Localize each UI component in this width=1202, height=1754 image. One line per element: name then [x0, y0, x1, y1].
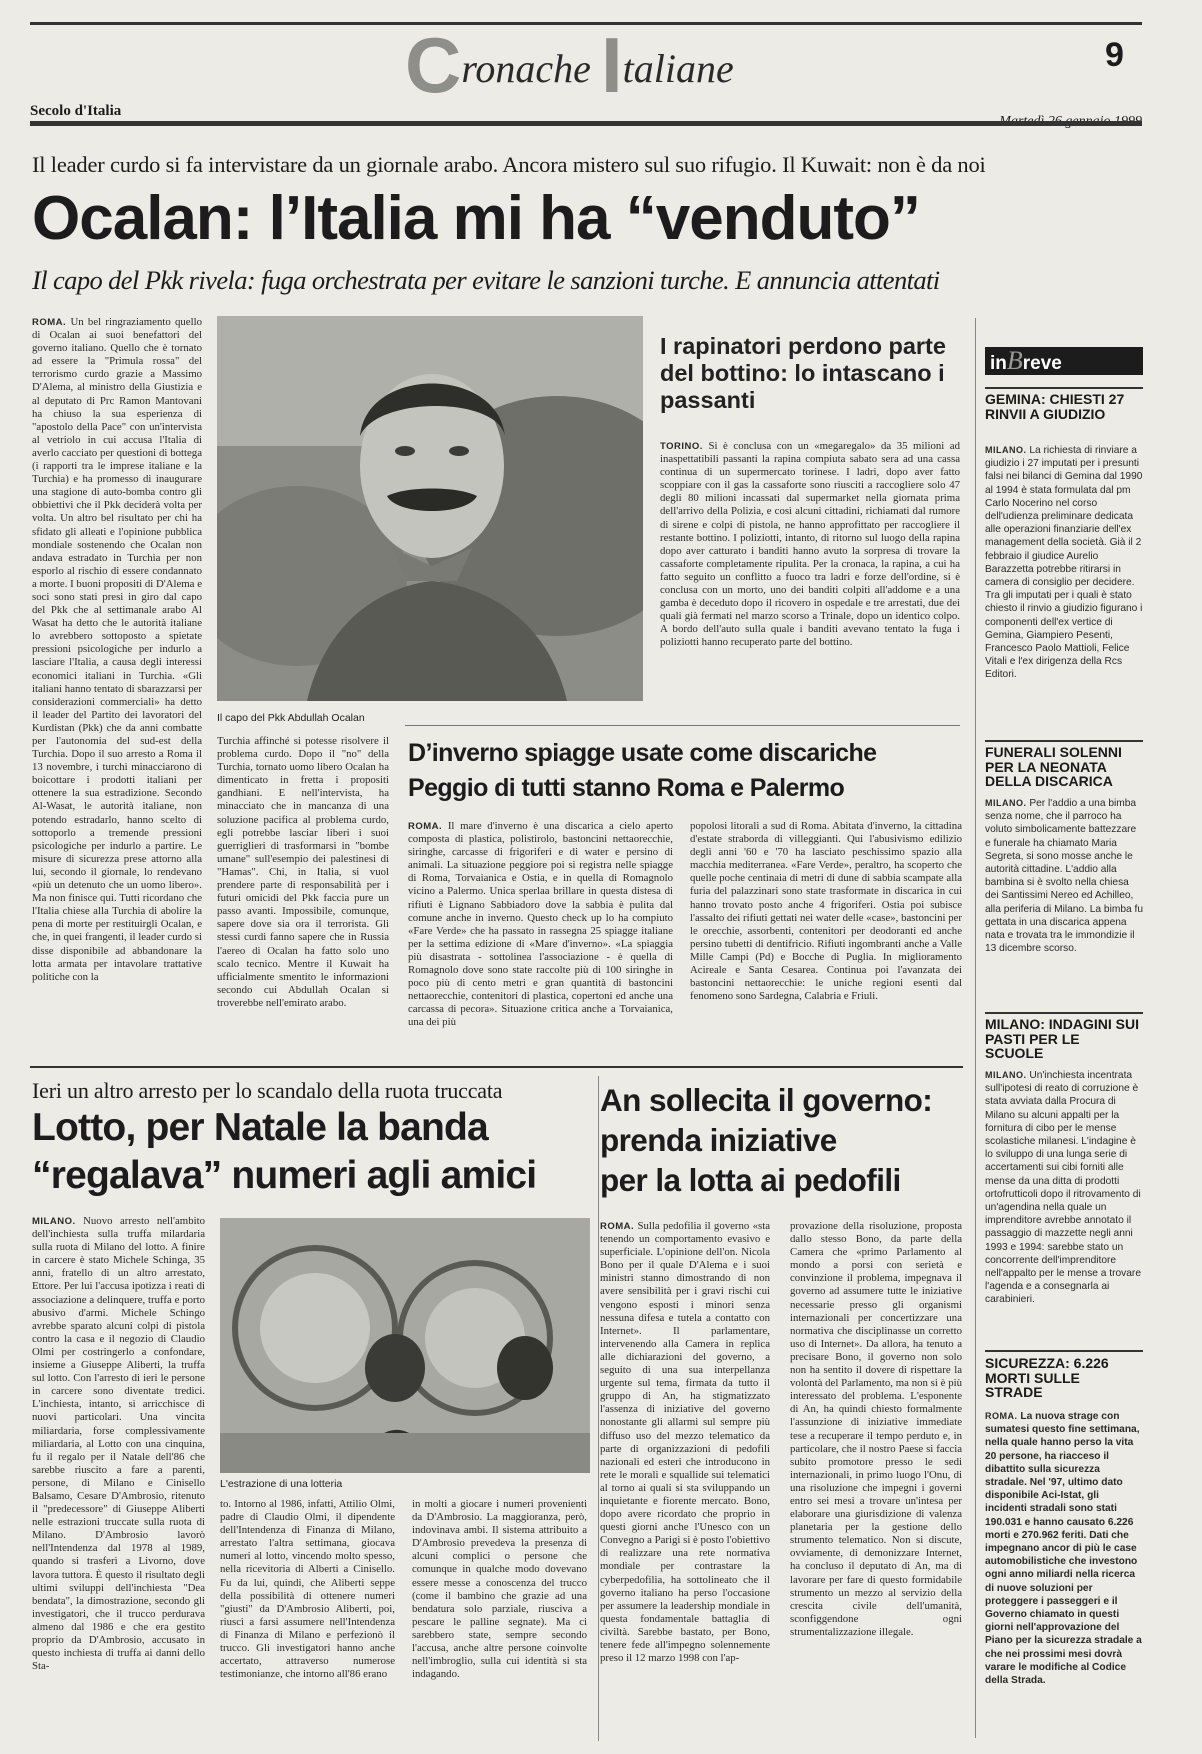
robbery-headline: I rapinatori perdono parte del bottino: lo intascano i passanti — [660, 333, 946, 413]
beach-story-column-1: ROMA. Il mare d'inverno è una discarica a cielo aperto composta di plastica, polistirolo, bastoncini nettaorecchie, siringhe, carcasse di frigoriferi e di water e persino di animali. La situazione peggiore poi si registra nelle spiagge di Roma, Torvaianica e Ostia, e in quella di Romagnolo vicino a Palermo. Unica sperlaa brillare in questa distesa di rifiuti è Lignano Sabbiadoro dove la sabbia è pulita dal comune anche in inverno. Questo check up lo ha compiuto «Fare Verde» che ha passato in rassegna 25 spiagge italiane per la settima edizione di «Mare d'inverno». «La spiaggia più disastrata - sottolinea l'associazione - è quella di Romagnolo dove sono state raccolte più di 100 siringhe in poco più di cento metri e gran quantità di bastoncini nettaorecchie, contenitori di plastica, copertoni ed anche una carcassa di pecora». Situazione critica anche a Torvaianica, una dei più — [408, 820, 673, 1029]
section-title-initial-c: C — [405, 21, 462, 109]
beach-headline-line-2: Peggio di tutti stanno Roma e Palermo — [408, 774, 845, 802]
dateline: MILANO. — [985, 1070, 1027, 1080]
an-headline-line-1: An sollecita il governo: — [600, 1082, 933, 1118]
main-headline: Ocalan: l’Italia mi ha “venduto” — [32, 184, 920, 253]
sidebar-title-prefix: in — [990, 353, 1007, 374]
brief-text: MILANO. La richiesta di rinviare a giudizio i 27 imputati per i presunti falsi nei bilanci di Gemina dal 1990 al 1994 è stata formulata dal pm Carlo Nocerino nel corso dell'udienza preliminare dedicata alle operazioni finanziarie dell'ex management della società. Già il 2 febbraio il giudice Aurelio Barazzetta potrebbe ritirarsi in camera di consiglio per decidere. Tra gli imputati per i quali è stato chiesto il rinvio a giudizio figurano i componenti dell'ex vertice di Gemina, Giampiero Pesenti, Francesco Paolo Mattioli, Felice Vitali e l'ex dirigenza della Rcs Editori. — [985, 445, 1143, 681]
sidebar-title-rest: reve — [1022, 353, 1062, 374]
robbery-story-text: TORINO. Si è conclusa con un «megaregalo» da 35 milioni ad inaspettatibili passanti la rapina compiuta sabato sera ad una cassa continua di un supermercato torinese. I ladri, dopo aver fatto scoppiare con il gas la cassaforte sono riusciti a raccogliere solo 47 degli 80 milioni incassati dal supermarket nella giornata prima dell'arrivo della Polizia, e così alcuni cittadini, richiamati dal rumore di sirene e colpi di pistola, ne hanno approfittato per raccogliere il restante bottino. I poliziotti, intanto, di ritorno sul luogo della rapina dopo aver catturato i banditi hanno avuto la sorpresa di trovare la cassaforte completamente ripulita. Per la cronaca, la rapina, a cui ha fatto seguito un conflitto a fuoco tra ladri e forze dell'ordine, si è conclusa con un morto, uno dei banditi colpiti all'addome e a una gamba è deceduto dopo il ricovero in ospedale e tre arrestati, due dei quali già fermati nel marzo scorso a Trinale, dopo un identico colpo. A bordo dell'auto sulla quale i banditi avevano tentato la fuga i poliziotti hanno recuperato parte del bottino. — [660, 440, 960, 649]
brief-headline: MILANO: INDAGINI SUI PASTI PER LE SCUOLE — [985, 1016, 1139, 1061]
main-kicker: Il leader curdo si fa intervistare da un giornale arabo. Ancora mistero sul suo rifugio. Il Kuwait: non è da noi — [32, 152, 986, 177]
lottery-photo-caption: L'estrazione di una lotteria — [220, 1478, 343, 1490]
beach-headline-line-1: D’inverno spiagge usate come discariche — [408, 739, 877, 767]
lottery-photo — [220, 1218, 590, 1473]
main-subhead: Il capo del Pkk rivela: fuga orchestrata per evitare le sanzioni turche. E annuncia attentati — [32, 265, 940, 295]
dateline: MILANO. — [985, 798, 1027, 808]
dateline: MILANO. — [32, 1216, 76, 1227]
paper-name: Secolo d'Italia — [30, 103, 122, 119]
brief-text: MILANO. Per l'addio a una bimba senza nome, che il parroco ha voluto simbolicamente battezzare e funerale ha chiamato Maria Segreta, si sono mosse anche le autorità cittadine. L'addio alla bambina si è svolto nella chiesa dei Santissimi Nereo ed Achilleo, alla periferia di Milano. La bimba fu gettata in una discarica appena nata e trovata tra le immondizie il 13 dicembre scorso. — [985, 798, 1143, 955]
sidebar-title-initial: B — [1006, 346, 1023, 375]
main-story-column-2: Turchia affinché si potesse risolvere il problema curdo. Dopo il "no" della Turchia, tornato uomo libero Ocalan ha dimenticato in fretta i propositi gandhiani. E nell'intervista, ha minacciato che in mancanza di una soluzione pacifica al problema curdo, egli potrebbe lasciar liberi i suoi guerriglieri di trasformarsi in "bombe umane" sull'esempio dei palestinesi di "Hamas". Chi, in Italia, si vuol prendere parte di responsabilità per i futuri omicidi del Pkk faccia pure un passo avanti. Impossibile, comunque, sapere dove sia ora il terrorista. Gli stessi curdi fanno sapere che in Russia l'aereo di Ocalan ha fatto solo uno scalo tecnico. Mentre il Kuwait ha ufficialmente smentito le informazioni secondo cui Abdullah Ocalan si troverebbe nell'emirato arabo. — [217, 735, 389, 1009]
section-title — [405, 21, 825, 109]
ocalan-photo — [217, 316, 643, 701]
brief-headline: GEMINA: CHIESTI 27 RINVII A GIUDIZIO — [985, 391, 1125, 422]
an-headline-line-3: per la lotta ai pedofili — [600, 1162, 901, 1198]
dateline: ROMA. — [408, 821, 443, 832]
an-headline-line-2: prenda iniziative — [600, 1122, 837, 1158]
ocalan-photo-caption: Il capo del Pkk Abdullah Ocalan — [217, 712, 365, 724]
lotto-story-column-2: to. Intorno al 1986, infatti, Attilio Olmi, padre di Claudio Olmi, il dipendente dell'Intendenza di Finanza di Milano, arrestato l'altra settimana, giocava numeri al lotto, vincendo molto spesso, nella ricevitoria di Alberti a Cinisello. Fu da lui, quindi, che Aliberti seppe della possibilità di ottenere numeri "giusti" da D'Ambrosio Aliberti, poi, riuscì a farsi assumere nell'Intendenza di Finanza di Milano e perfezionò il trucco. Gli investigatori hanno anche accertato, attraverso numerose testimonianze, che intorno all'86 erano — [220, 1498, 395, 1681]
dateline: ROMA. — [985, 1411, 1018, 1421]
lotto-headline-line-1: Lotto, per Natale la banda — [32, 1106, 488, 1149]
sidebar-title — [985, 347, 1143, 375]
lotto-story-column-1: MILANO. Nuovo arresto nell'ambito dell'inchiesta sulla truffa milardaria sulla ruota di Milano del lotto. A finire in carcere è stato Michele Schinga, 35 anni, fratello di un altro arrestato, Ettore. Per lui l'accusa ipotizza i reati di associazione a delinquere, truffa e porto abusivo d'armi. Michele Schingo avrebbe sparato alcuni colpi di pistola contro la casa e il negozio di Claudio Olmi per costringerlo a confondare, insieme a Giuseppe Aliberti, la truffa sul lotto. Con l'arresto di ieri le persone in carcere sono diventate tredici. L'inchiesta, intanto, si arricchisce di nuovi particolari. Una vincita miliardaria, forse complessivamente miliardaria, al Lotto con una cinquina, fu il regalo per il Natale dell'86 che sarebbe riuscito a fare a parenti, persone, di Milano e Cinisello Balsamo, Cesare D'Ambrosio, ritenuto il "predecessore" di Giuseppe Aliberti nelle estrazioni truccate sulla ruota di Milano. D'Ambrosio lavorò nell'Intendenza dal 1978 al 1989, quando si trasferì a Livorno, dove lavora tuttora. È questo il risultato degli ultimi sviluppi dell'inchiesta "Dea bendata", la dimostrazione, secondo gli investigatori, che il trucco perdurava almeno dal 1986 e che era gestito proprio da D'Ambrosio, accusato in questo inchiesta di truffa ai danni dello Sta- — [32, 1215, 205, 1673]
section-title-part1: ronache — [461, 46, 601, 91]
brief-headline: FUNERALI SOLENNI PER LA NEONATA DELLA DISCARICA — [985, 744, 1122, 789]
brief-headline: SICUREZZA: 6.226 MORTI SULLE STRADE — [985, 1355, 1109, 1400]
beach-story-column-2: popolosi litorali a sud di Roma. Abitata d'inverno, la cittadina d'estate straborda di villeggianti. Qui l'abusivismo edilizio degli anni '60 e '70 ha lasciato peschissimo spazio alla macchia mediterranea. «Fare Verde», peraltro, ha scoperto che quelle poche centinaia di metri di dune di sabbia scampate alla furia del palazzinari sono state trasformate in discarica in cui hanno trovato posto anche 4 frigoriferi. Ostia poi subisce l'assalto dei rifiuti gettati nei water delle «case», bastoncini per le orecchie, assorbenti, contenitori per deodoranti ed anche persino tubetti di dentifricio. Rifiuti ingombranti anche a Valle Mille Campi (Pd) e Bocche di Puglia. In miglioramento Acireale e Santa Cesarea. Continua poi l'avanzata dei bastoncini nettaorecchie: le uniche regioni esenti dal fenomeno sono Sardegna, Calabria e Friuli. — [690, 820, 962, 1003]
section-title-part2: taliane — [622, 46, 734, 91]
an-story-column-1: ROMA. Sulla pedofilia il governo «sta tenendo un comportamento evasivo e superficiale. L'opinione dell'on. Nicola Bono per il quale D'Alema e i suoi ministri stanno dimostrando di non avere sensibilità per i gravi rischi cui vengono esposti i minori senza nessuna difesa e tutela a contatto con Internet». Il parlamentare, intervenendo alla Camera in replica alle dichiarazioni del governo, a seguito di una sua interpellanza urgente sul tema, firmata da tutto il gruppo di An, ha stigmatizzato l'assenza di iniziative del governo nonostante gli allarmi sul sempre più diffuso uso del mezzo telematico da parte di organizzazioni di pedofili nazionali ed esteri che introducono in rete le morali e squallide sui telematici al torno ai quali si sta sviluppando un inquietante e fiorente mercato. Bono, dopo avere ricordato che proprio in questi giorni anche l'Unesco con un Convegno a Parigi si è posto l'obiettivo di realizzare una rete normativa mondiale per contrastare la cyberpedofilia, ha sottolineato che il governo italiano ha perso l'occasione per assumere la leadership mondiale in questa fondamentale battaglia di civiltà. Sarebbe bastato, per Bono, tenere fede all'impegno solennemente preso il 12 marzo 1998 con l'ap- — [600, 1220, 770, 1665]
dateline: TORINO. — [660, 441, 703, 452]
dateline: ROMA. — [32, 317, 67, 328]
lotto-kicker: Ieri un altro arresto per lo scandalo della ruota truccata — [32, 1078, 503, 1103]
section-title-initial-i: I — [600, 21, 623, 109]
an-story-column-2: provazione della risoluzione, proposta dallo stesso Bono, da parte della Camera che «primo Parlamento al mondo a porsi con serietà e convinzione il problema, impegnava il governo ad assumere tutte le iniziative necessarie presso gli organismi internazionali per concertizzare una normativa che disciplinasse un corretto uso di Internet». Da allora, ha tenuto a precisare Bono, il governo non solo non ha sentito il dovere di rispettare la volontà del Parlamento, ma non si è più interessato del problema. L'esponente di An, ha quindi chiesto formalmente l'assunzione di iniziative immediate tese a recuperare il tempo perduto e, in particolare, che il nostro Paese si faccia subito promotore presso le sedi internazionali, in primo luogo l'Onu, di una risoluzione che impegni i governi entro sei mesi a trovare un'intesa per elaborare una giurisdizione di valenza planetaria per la gestione dello strumento telematico. Non si discute, ovviamente, di demonizzare Internet, ha concluso il deputato di An, ma di lavorare per fare di questo formidabile strumento un mezzo al servizio della crescita civile dell'umanità, sconfiggendone ogni strumentalizzazione illegale. — [790, 1220, 962, 1638]
dateline: MILANO. — [985, 445, 1027, 455]
lotto-headline-line-2: “regalava” numeri agli amici — [32, 1154, 537, 1197]
dateline: ROMA. — [600, 1221, 635, 1232]
main-story-column-1: ROMA. Un bel ringraziamento quello di Ocalan ai suoi benefattori del governo italiano. Quello che è tornato ad essere la "Primula rossa" del terrorismo curdo grazie a Massimo D'Alema, al ministro della Giustizia e al deputato di Prc Ramon Mantovani ha chiuso la sua esperienza di "apostolo della Pace" con un'intervista al vetriolo in cui accusa l'Italia di averlo cacciato per questioni di bottega (i rapporti tra le imprese italiane e la Turchia) e ha promesso di inaugurare una stagione di auto-bomba contro gli obbiettivi che il Pkk deciderà volta per volta. Un altro bel risultato per chi ha sfidato gli alleati e l'opinione pubblica mondiale sostenendo che Ocalan non andava estradato in Turchia per non esporlo al rischio di essere condannato a morte. I buoni propositi di D'Alema e soci sono stati presi in giro dal capo del Pkk che al settimanale arabo Al Wasat ha detto che le autorità italiane lo avrebbero sottoposto a spietate pressioni psicologiche per indurlo a lasciare l'Italia, a causa degli interessi economici italiani in Turchia. «Gli italiani hanno tentato di sbarazzarsi per considerazioni commerciali» ha detto il leader del Partito dei lavoratori del Kurdistan (Pkk) che da anni combatte per l'autonomia del sud-est della Turchia. Dopo il suo arresto a Roma il 13 novembre, i turchi minacciarono di boicottare i prodotti italiani per ottenere la sua estradizione. Secondo Al-Wasat, le autorità italiane, non potendo estradarlo, hanno scelto di sottoporlo a tremende pressioni psicologiche per indurlo a partire. Le misure di sicurezza prese attorno alla lui, secondo il giornale, lo rendevano «più un detenuto che un uomo libero». Ma non finisce qui. Tutti ricordano che l'Italia chiese alla Turchia di abolire la pena di morte per restituirgli Ocalan, e che, in quei frangenti, il leader curdo si disse disponibile ad abbandonare la lotta armata per intavolare trattative politiche con la — [32, 316, 202, 983]
brief-text: ROMA. La nuova strage con sumatesi questo fine settimana, nella quale hanno perso la vita 20 persone, ha riacceso il dibattito sulla sicurezza stradale. Nel '97, ultimo dato disponibile Aci-Istat, gli incidenti stradali sono stati 190.031 e hanno causato 6.226 morti e 270.962 feriti. Dati che impegnano ancor di più le case automobilistiche che investono ogni anno miliardi nella ricerca di nuove soluzioni per proteggere i passeggeri e il Governo chiamato in questi giorni nell'approvazione del Piano per la sicurezza stradale a che nei prossimi mesi dovrà varare le modifiche al Codice della Strada. — [985, 1411, 1142, 1687]
lotto-story-column-3: in molti a giocare i numeri provenienti da D'Ambrosio. La maggioranza, però, indovinava ambi. Il sistema attribuito a D'Ambrosio prevedeva la presenza di alcuni complici o persone che comunque in qualche modo dovevano essere messe a conoscenza del trucco (come il bambino che grazie ad una bendatura solo parziale, riusciva a pescare le palline segnate). Ma ci sarebbero state, sempre secondo l'accusa, anche altre persone coinvolte nell'imbroglio, sulla cui identità si sta indagando. — [412, 1498, 587, 1681]
brief-text: MILANO. Un'inchiesta incentrata sull'ipotesi di reato di corruzione è stata avviata dalla Procura di Milano su alcuni appalti per la fornitura di cibo per le mense scolastiche milanesi. L'indagine è lo sviluppo di una lunga serie di accertamenti sui cibi forniti alle mense da una ditta di prodotti ortofrutticoli dopo il ritrovamento di un'agendina nella quale un imprenditore avrebbe annotato il passaggio di mazzette negli anni 1993 e 1994: sarebbe stato un concorrente dell'imprenditore nell'appalto per le mense a trovare l'agenda e a consegnarla ai carabinieri. — [985, 1070, 1141, 1306]
page-number: 9 — [1105, 36, 1124, 74]
